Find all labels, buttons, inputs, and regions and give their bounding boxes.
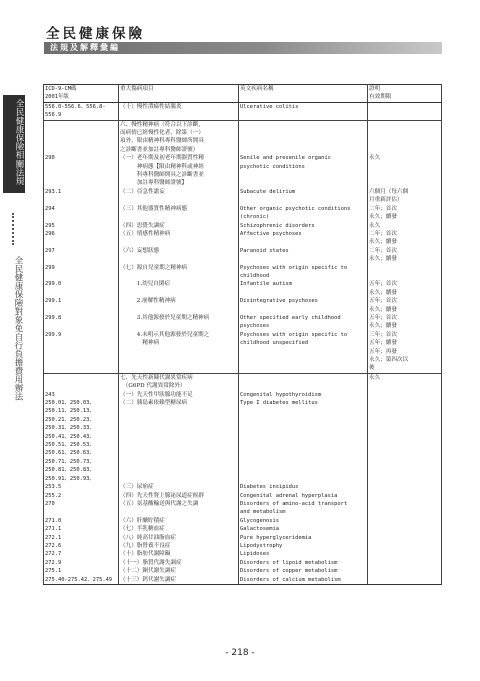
table-row (44, 222, 442, 230)
cell-disease-en (239, 373, 368, 390)
cell-disease-cn: （十一）脂質代謝失調症 (119, 559, 239, 567)
table-row (44, 314, 442, 331)
cell-validity: 三年；首次 五年；續發 五年；再發 永久；第四次以 後 (368, 331, 442, 374)
table-row (44, 297, 442, 314)
cell-icd-code (44, 120, 119, 154)
cell-validity (368, 550, 442, 558)
table-row (44, 280, 442, 297)
cell-disease-cn: （三）其他器質性精神病態 (119, 205, 239, 222)
cell-disease-cn: （四）思覺失調症 (119, 222, 239, 230)
table-row (44, 559, 442, 567)
cell-icd-code: 293.1 (44, 188, 119, 205)
table-body (44, 102, 442, 584)
table-row (44, 567, 442, 575)
cell-validity (368, 399, 442, 483)
cell-validity (368, 525, 442, 533)
cell-disease-cn: （十二）銅代謝失調症 (119, 567, 239, 575)
cell-icd-code: 299.1 (44, 297, 119, 314)
cell-validity (368, 391, 442, 399)
page-number: - 218 - (225, 648, 255, 658)
cell-disease-cn: （五）情感性精神病 (119, 230, 239, 247)
cell-disease-en: Infantile autism (239, 280, 368, 297)
cell-disease-en: Senile and presenile organic psychotic conditions (239, 154, 368, 188)
table-row (44, 399, 442, 483)
cell-icd-code: 253.5 (44, 483, 119, 491)
cell-disease-en: Ulcerative colitis (239, 102, 368, 120)
cell-disease-cn: （一）先天性甲狀腺功能不足 (119, 391, 239, 399)
cell-disease-en: Psychoses with origin specific to childhood (239, 264, 368, 281)
cell-icd-code: 270 (44, 500, 119, 517)
cell-disease-cn: 六、慢性精神病（符合以下診斷， 而病情已經慢性化者，除第（一） 項外，限由精神科專科醫師所開具 之診斷書並加註專科醫師證號） (119, 120, 239, 154)
cell-icd-code: 556.0-556.6、556.8-556.9 (44, 102, 119, 120)
cell-disease-en: Paranoid states (239, 247, 368, 264)
cell-icd-code: 271.0 (44, 517, 119, 525)
table-header-row (44, 85, 442, 103)
cell-icd-code: 243 (44, 391, 119, 399)
table-row (44, 247, 442, 264)
page-header-subtitle: 法規及解釋彙編 (50, 43, 120, 52)
cell-disease-cn: （一）老年期及初老年期器質性精 神病態【限由精神科或神經 科專科醫師開具之診斷書並 加註專科醫師證號】 (119, 154, 239, 188)
cell-validity: 永久 (368, 154, 442, 188)
cell-icd-code: 271.1 (44, 525, 119, 533)
cell-validity (368, 542, 442, 550)
cell-disease-en: Subacute delirium (239, 188, 368, 205)
page-header-title: 全民健康保險 (46, 26, 145, 42)
cell-validity: 二年；首次 永久；續發 (368, 247, 442, 264)
cell-disease-en: Congenital adrenal hyperplasia (239, 492, 368, 500)
cell-icd-code: 275.40-275.42、275.49 (44, 576, 119, 585)
cell-disease-en: Disorders of calcium metabolism (239, 576, 368, 585)
side-dotted-divider (12, 213, 16, 245)
cell-disease-en: Disorders of amino-acid transport and metabolism (239, 500, 368, 517)
cell-validity (368, 120, 442, 154)
table-row (44, 576, 442, 585)
cell-disease-en: Psychoses with origin specific to childhood unspecified (239, 331, 368, 374)
header-disease-cn: 重大傷病項目 (119, 85, 239, 103)
cell-disease-en: Disintegrative psychoses (239, 297, 368, 314)
table-row (44, 120, 442, 154)
cell-validity (368, 534, 442, 542)
table-row (44, 391, 442, 399)
header-icd-code: ICD-9-CM碼 2001年版 (44, 85, 119, 103)
cell-validity (368, 492, 442, 500)
table-row (44, 331, 442, 374)
cell-disease-cn: （七）半乳糖血症 (119, 525, 239, 533)
cell-disease-en: Lipodystrophy (239, 542, 368, 550)
cell-icd-code: 275.1 (44, 567, 119, 575)
cell-validity (368, 559, 442, 567)
cell-disease-en: Affective psychoses (239, 230, 368, 247)
cell-icd-code: 250.01、250.03、 250.11、250.13、 250.21、250.23、 250.31、250.33、 250.41、250.43、 250.51、250.53、 250.61、250.63、 250.71、250.73、 250.81、250.83、 250.91、250.93、 (44, 399, 119, 483)
table-row (44, 492, 442, 500)
cell-disease-cn: （二）亞急性譫妄 (119, 188, 239, 205)
cell-disease-en: Schizophrenic disorders (239, 222, 368, 230)
cell-icd-code: 299.0 (44, 280, 119, 297)
cell-disease-en: Congenital hypothyroidism (239, 391, 368, 399)
side-tab-bottom-label: 全民健康保險對象免自行負擔費用辦法 (13, 256, 23, 401)
cell-validity (368, 517, 442, 525)
cell-icd-code: 299.8 (44, 314, 119, 331)
cell-validity: 五年；首次 永久；續發 (368, 314, 442, 331)
cell-icd-code: 296 (44, 230, 119, 247)
cell-disease-en: Disorders of copper metabolism (239, 567, 368, 575)
cell-disease-cn: （十）脂肪代謝障礙 (119, 550, 239, 558)
cell-validity (368, 102, 442, 120)
table-row (44, 483, 442, 491)
cell-disease-cn: 2.崩解性精神病 (119, 297, 239, 314)
cell-validity (368, 500, 442, 517)
cell-validity: 六個月（每六個 月重新評估） (368, 188, 442, 205)
cell-disease-cn: 七、先天性新陳代謝異常疾病 （G6PD 代謝異常除外） (119, 373, 239, 390)
cell-validity (368, 576, 442, 585)
cell-disease-cn: （十三）鈣代謝失調症 (119, 576, 239, 585)
cell-disease-cn: （二）胰島素依賴型糖尿病 (119, 399, 239, 483)
cell-disease-en: Type I diabetes mellitus (239, 399, 368, 483)
table-row (44, 373, 442, 390)
cell-validity (368, 567, 442, 575)
cell-disease-en: Diabetes insipidus (239, 483, 368, 491)
cell-disease-en: Glycogenosis (239, 517, 368, 525)
cell-disease-cn: 4.未明示其他源發於兒童期之 精神病 (119, 331, 239, 374)
cell-validity: 二年；首次 永久；續發 (368, 205, 442, 222)
cell-icd-code: 272.7 (44, 550, 119, 558)
cell-icd-code (44, 373, 119, 390)
cell-validity: 永久 (368, 222, 442, 230)
cell-icd-code: 299 (44, 264, 119, 281)
table-row (44, 517, 442, 525)
cell-validity: 二年；首次 永久；續發 (368, 230, 442, 247)
cell-disease-cn: （九）脂營養不良症 (119, 542, 239, 550)
cell-disease-en: Lipidoses (239, 550, 368, 558)
cell-validity: 五年；首次 永久；續發 (368, 280, 442, 297)
table-row (44, 154, 442, 188)
cell-disease-en: Galactosemia (239, 525, 368, 533)
cell-disease-cn: （八）純高甘油脂血症 (119, 534, 239, 542)
cell-validity (368, 483, 442, 491)
cell-disease-cn: （六）妄想狀態 (119, 247, 239, 264)
cell-disease-cn: 1.幼兒自閉症 (119, 280, 239, 297)
cell-disease-en: Pure hyperglyceridemia (239, 534, 368, 542)
side-tab-top-label: 全民健康保險相關法規 (14, 99, 24, 185)
cell-icd-code: 295 (44, 222, 119, 230)
cell-disease-cn: （十）慢性潰瘍性結腸炎 (119, 102, 239, 120)
disease-table (43, 84, 442, 585)
table-row (44, 525, 442, 533)
table-row (44, 550, 442, 558)
cell-icd-code: 272.6 (44, 542, 119, 550)
table-row (44, 102, 442, 120)
cell-validity (368, 264, 442, 281)
cell-disease-en (239, 120, 368, 154)
table-row (44, 264, 442, 281)
table-row (44, 534, 442, 542)
table-row (44, 542, 442, 550)
cell-icd-code: 272.1 (44, 534, 119, 542)
cell-icd-code: 290 (44, 154, 119, 188)
cell-icd-code: 255.2 (44, 492, 119, 500)
cell-icd-code: 294 (44, 205, 119, 222)
cell-icd-code: 272.9 (44, 559, 119, 567)
cell-disease-cn: （六）肝醣貯積症 (119, 517, 239, 525)
cell-validity: 五年；首次 永久；續發 (368, 297, 442, 314)
cell-disease-en: Other specified early childhood psychoses (239, 314, 368, 331)
table-row (44, 500, 442, 517)
cell-validity: 永久 (368, 373, 442, 390)
cell-disease-en: Disorders of lipoid metabolism (239, 559, 368, 567)
table-row (44, 188, 442, 205)
cell-disease-cn: （七）源自兒童期之精神病 (119, 264, 239, 281)
cell-disease-en: Other organic psychotic conditions (chronic) (239, 205, 368, 222)
cell-icd-code: 297 (44, 247, 119, 264)
cell-disease-cn: （三）尿崩症 (119, 483, 239, 491)
cell-disease-cn: 3.其他源發於兒童期之精神病 (119, 314, 239, 331)
cell-disease-cn: （四）先天性腎上腺泌尿道症候群 (119, 492, 239, 500)
header-validity: 證明 有效期限 (368, 85, 442, 103)
cell-icd-code: 299.9 (44, 331, 119, 374)
table-row (44, 205, 442, 222)
header-disease-en: 英文疾病名稱 (239, 85, 368, 103)
table-row (44, 230, 442, 247)
cell-disease-cn: （五）氨基酸輸送與代謝之失調 (119, 500, 239, 517)
